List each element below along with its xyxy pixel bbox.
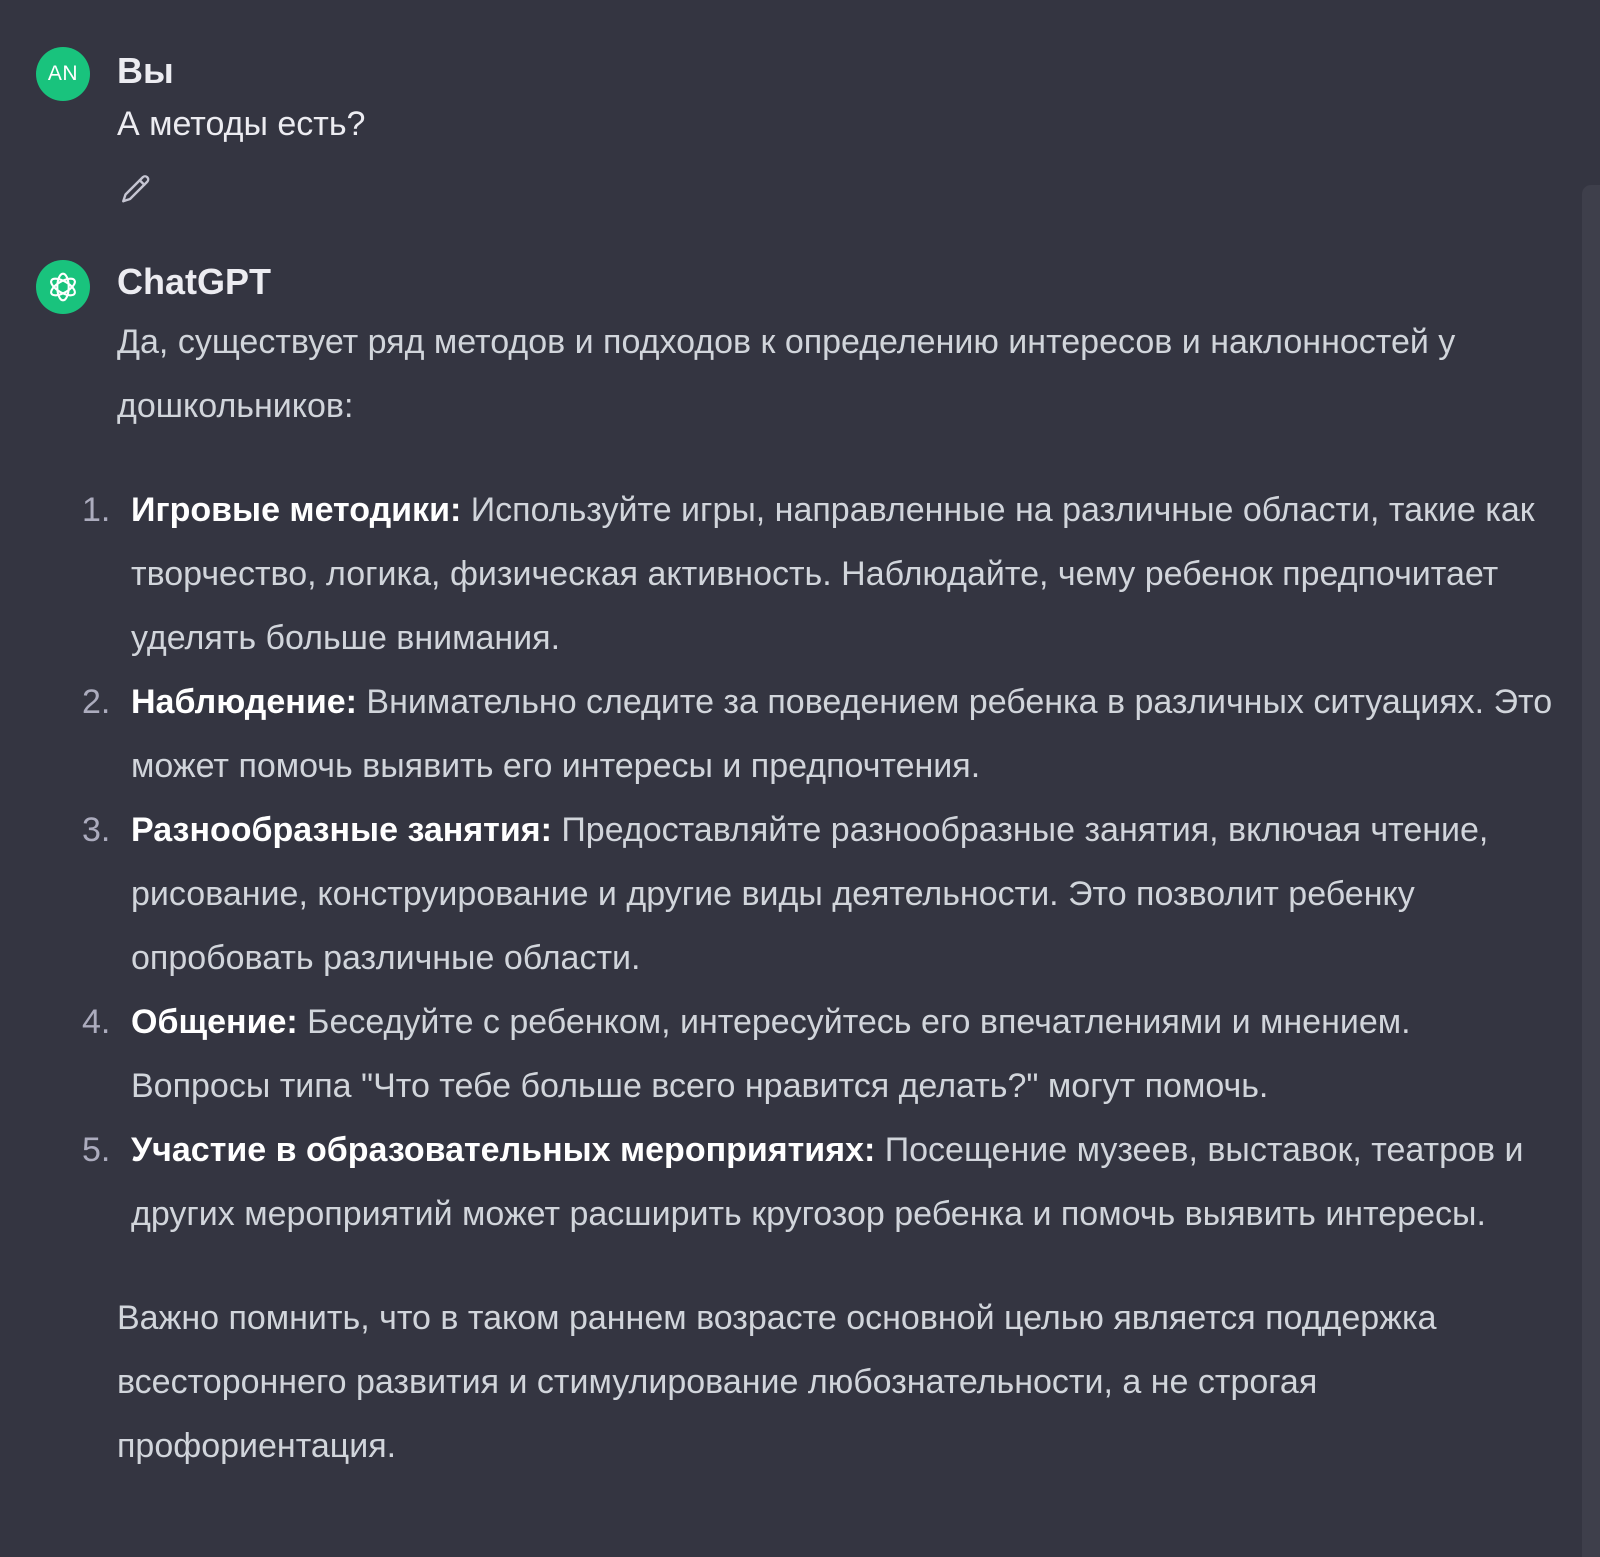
list-item xyxy=(82,798,1557,990)
user-author-name: Вы xyxy=(117,50,174,91)
list-item-title: Участие в образовательных мероприятиях: xyxy=(131,1131,876,1169)
chatgpt-author-name: ChatGPT xyxy=(117,261,272,302)
list-item-title: Общение: xyxy=(131,1003,298,1041)
list-item-text: Посещение музеев, выставок, театров и других мероприятий может расширить кругозор ребенка и помочь выявить интересы. xyxy=(131,1131,1524,1233)
list-item-text: Используйте игры, направленные на различные области, такие как творчество, логика, физическая активность. Наблюдайте, чему ребенок предпочитает уделять больше внимания. xyxy=(131,491,1535,657)
answer-conclusion: Важно помнить, что в таком раннем возрасте основной целью является поддержка всестороннего развития и стимулирование любознательности, а не строгая профориентация. xyxy=(117,1299,1437,1465)
list-item xyxy=(82,990,1557,1118)
user-message-text: А методы есть? xyxy=(117,105,366,143)
user-avatar-initials: AN xyxy=(47,62,79,85)
list-item-text: Беседуйте с ребенком, интересуйтесь его впечатлениями и мнением. Вопросы типа "Что тебе больше всего нравится делать?" могут помочь. xyxy=(131,1003,1411,1105)
list-item-title: Наблюдение: xyxy=(131,683,357,721)
chatgpt-avatar xyxy=(36,260,90,314)
list-item-text: Внимательно следите за поведением ребенка в различных ситуациях. Это может помочь выявить его интересы и предпочтения. xyxy=(131,683,1553,785)
methods-list xyxy=(82,478,1557,1246)
answer-intro: Да, существует ряд методов и подходов к определению интересов и наклонностей у дошкольников: xyxy=(117,323,1456,425)
list-item-number: 5. xyxy=(82,1131,111,1169)
list-item xyxy=(82,670,1557,798)
list-item-number: 3. xyxy=(82,811,111,849)
list-item-title: Игровые методики: xyxy=(131,491,462,529)
list-item-number: 4. xyxy=(82,1003,111,1041)
list-item-number: 2. xyxy=(82,683,111,721)
openai-logo-icon xyxy=(44,268,82,306)
list-item-text: Предоставляйте разнообразные занятия, включая чтение, рисование, конструирование и другие виды деятельности. Это позволит ребенку опробовать различные области. xyxy=(131,811,1489,977)
list-item-title: Разнообразные занятия: xyxy=(131,811,552,849)
list-item xyxy=(82,478,1557,670)
list-item-number: 1. xyxy=(82,491,111,529)
scrollbar[interactable] xyxy=(1582,185,1600,1557)
assistant-message-body xyxy=(82,310,1557,1478)
user-avatar xyxy=(36,47,90,101)
list-item xyxy=(82,1118,1557,1246)
pencil-icon[interactable] xyxy=(118,172,154,208)
